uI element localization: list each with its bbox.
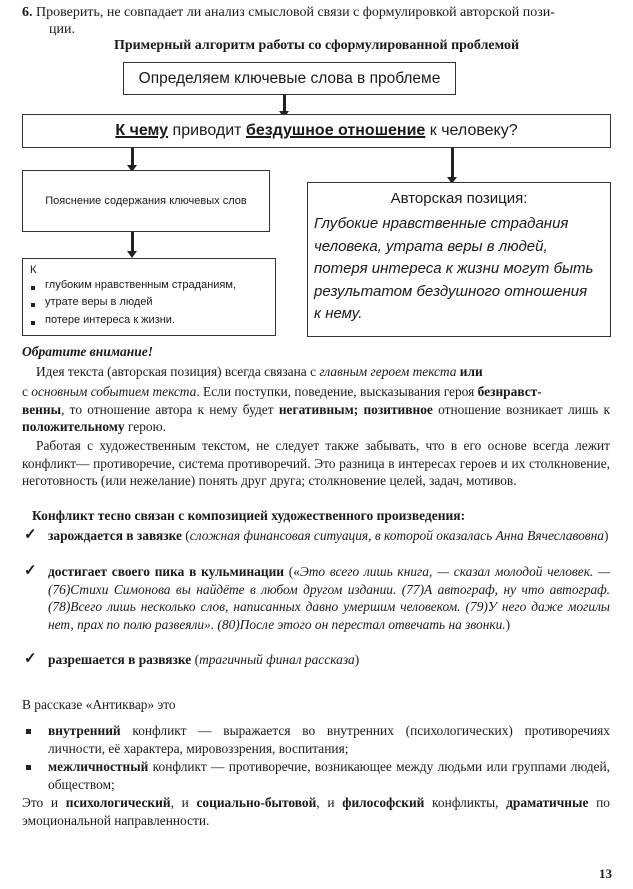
- meaning-item-2: утрате веры в людей: [45, 296, 153, 308]
- item-text: Проверить, не совпадает ли анализ смысловой связи с формулировкой авторской пози-: [36, 5, 555, 20]
- conflict-item-2: [48, 563, 610, 633]
- arrow-down-2: [131, 232, 134, 252]
- author-position-line-4: результатом бездушного отношения: [314, 282, 588, 300]
- conflict-item-3: [48, 651, 610, 669]
- question-box-text: [23, 115, 610, 146]
- conflict-heading: Конфликт тесно связан с композицией художественного произведения:: [32, 508, 466, 523]
- bullet-1: [31, 286, 35, 290]
- question-box: [22, 114, 611, 148]
- arrow-down-1: [283, 95, 286, 112]
- bullet-square: [26, 729, 31, 734]
- author-position-text: [314, 213, 593, 326]
- text-span-italic: трагичный финал рассказа: [199, 652, 355, 667]
- text-span-bold: позитивное: [363, 401, 433, 417]
- text-span: ): [603, 528, 609, 543]
- story-item-1: [48, 722, 610, 757]
- text-span: . Если поступки, поведение, высказывания героя: [196, 384, 478, 399]
- text-span-bold: безнравст-: [477, 384, 542, 399]
- text-span: конфликт — выражается во внутренних (психологических) противоречиях личности, её характера, мировоззрения, воспитания;: [48, 723, 610, 756]
- author-position-line-1: Глубокие нравственные страдания: [314, 215, 569, 232]
- text-span: , и: [170, 795, 197, 810]
- text-span-bold: ;: [353, 401, 364, 417]
- algorithm-title: Примерный алгоритм работы со сформулированной проблемой: [113, 38, 520, 53]
- text-span: , и: [316, 795, 343, 810]
- text-span: (: [191, 652, 200, 667]
- text-span-bold: достигает своего пика в кульминации: [48, 564, 285, 579]
- question-part-keyword-1: К чему: [115, 122, 169, 139]
- text-span-bold: положительному: [22, 419, 125, 434]
- story-item-2: [48, 758, 610, 793]
- question-part-4: к человеку?: [425, 122, 518, 139]
- meanings-lead: К: [30, 264, 37, 276]
- text-span-italic: Это всего лишь книга, — сказал молодой человек. — (76)Стихи Симонова вы найдёте в любом другом издании. (77)А автограф, ну что автограф. (78)Всего лишь несколько слов, написанных давно умершим человеком. (79)У него даже могилы нет, прах по полю развеяли». (80)После этого он перестал отвечать на звонки.: [48, 564, 610, 632]
- text-span-italic: основным событием текста: [31, 384, 197, 399]
- text-span-bold: зарождается в завязке: [48, 528, 182, 543]
- text-span-italic: сложная финансовая ситуация, в которой оказалась Анна Вячеславовна: [189, 528, 604, 543]
- keywords-box: [123, 62, 456, 95]
- text-span-bold: социально-бытовой: [196, 795, 317, 810]
- check-icon: ✓: [24, 527, 37, 543]
- bullet-square: [26, 765, 31, 770]
- text-span-bold: внутренний: [48, 723, 121, 738]
- notice-paragraph-2: [22, 383, 610, 436]
- question-part-keyword-2: бездушное отношение: [245, 122, 426, 139]
- question-part-2: приводит: [168, 122, 246, 139]
- check-icon: ✓: [24, 563, 37, 579]
- text-span: Идея текста (авторская позиция) всегда связана с: [36, 364, 320, 379]
- text-span-bold: межличностный: [48, 759, 149, 774]
- author-position-line-3: потеря интереса к жизни могут быть: [314, 260, 594, 277]
- arrow-down-left: [131, 148, 134, 166]
- text-span-bold: философский: [342, 795, 425, 810]
- text-span-bold: драматичные: [506, 795, 589, 810]
- item-6: [22, 4, 614, 38]
- meaning-item-1: глубоким нравственным страданиям,: [45, 279, 236, 291]
- author-position-line-5: к нему.: [314, 305, 363, 322]
- text-span-bold: разрешается в развязке: [48, 652, 192, 667]
- text-span: , то отношение автора к нему будет: [61, 401, 279, 417]
- notice-heading: Обратите внимание!: [22, 344, 153, 359]
- explanation-box-text: Пояснение содержания ключевых слов: [45, 195, 247, 207]
- author-position-line-2: человека, утрата веры в людей,: [314, 237, 548, 255]
- notice-paragraph-3: Работая с художественным текстом, не следует также забывать, что в его основе всегда лежит конфликт— противоречие, система противоречий. Это разница в интересах героев и их столкновение, неготовность (или нежелание) понять друг друга; столкновение целей, задач, мотивов.: [22, 438, 610, 488]
- text-span: отношение возникает лишь к: [432, 401, 610, 417]
- text-span: конфликт — противоречие, возникающее между людьми или группами людей, обществом;: [48, 759, 610, 792]
- meanings-box: [22, 258, 276, 336]
- text-span: (: [181, 528, 190, 543]
- conflict-item-1: [48, 527, 610, 545]
- arrow-down-right: [451, 148, 454, 178]
- item-text-continuation: ции.: [49, 22, 75, 37]
- text-span: по эмоциональной направленности.: [22, 795, 610, 828]
- text-span: конфликты,: [424, 795, 507, 810]
- text-span: ): [505, 616, 511, 632]
- text-span: герою.: [124, 419, 166, 434]
- explanation-box: [22, 170, 270, 232]
- text-span-bold: психологический: [65, 795, 171, 810]
- text-span-bold: негативным: [278, 401, 354, 417]
- text-span: с: [22, 384, 32, 399]
- story-intro: В рассказе «Антиквар» это: [22, 697, 176, 712]
- text-span: ): [354, 652, 360, 667]
- notice-paragraph-1: [22, 363, 610, 381]
- text-span: Это и: [22, 795, 66, 810]
- text-span: («: [284, 564, 300, 579]
- story-final: [22, 794, 610, 829]
- text-span-italic: главным героем текста: [319, 364, 457, 379]
- text-span-bold: или: [456, 364, 483, 379]
- text-span-bold: венны: [22, 401, 62, 417]
- item-number: 6.: [22, 5, 33, 20]
- author-position-box: [307, 182, 611, 337]
- keywords-box-text: Определяем ключевые слова в проблеме: [138, 70, 441, 87]
- page-number: 13: [599, 866, 612, 881]
- author-position-title: Авторская позиция:: [390, 190, 528, 207]
- check-icon: ✓: [24, 651, 37, 667]
- meaning-item-3: потере интереса к жизни.: [45, 314, 176, 326]
- bullet-2: [31, 303, 35, 307]
- bullet-3: [31, 321, 35, 325]
